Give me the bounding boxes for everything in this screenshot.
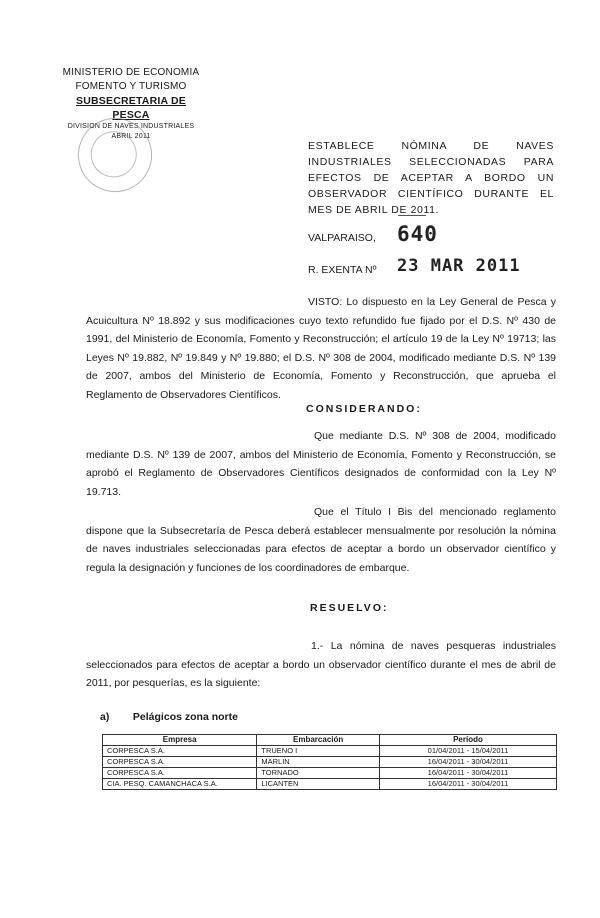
seal-inner-ring (85, 125, 143, 183)
division-name: DIVISION DE NAVES INDUSTRIALES (67, 123, 195, 130)
resuelvo-title: RESUELVO: (310, 602, 389, 614)
exenta-label: R. EXENTA Nº (308, 264, 377, 276)
table-row (103, 757, 557, 768)
cell-empresa: CORPESCA S.A. (103, 757, 257, 768)
table-row (103, 768, 557, 779)
header-embarcacion: Embarcación (257, 735, 380, 746)
number-dash (398, 215, 426, 216)
cell-periodo: 16/04/2011 - 30/04/2011 (379, 779, 556, 790)
cell-empresa: CIA. PESQ. CAMANCHACA S.A. (103, 779, 257, 790)
cell-empresa: CORPESCA S.A. (103, 746, 257, 757)
visto-paragraph: VISTO: Lo dispuesto en la Ley General de Pesca y Acuicultura Nº 18.892 y sus modificaciones cuyo texto refundido fue fijado por el D.S. Nº 430 de 1991, del Ministerio de Economía, Fomento y Reconstrucción; el artículo 19 de la Ley Nº 19713; las Leyes Nº 19.882, Nº 19.849 y Nº 19.880; el D.S. Nº 308 de 2004, modificado mediante D.S. Nº 139 de 2007, ambos del Ministerio de Economía, Fomento y Reconstrucción, que aprueba el Reglamento de Observadores Científicos. (86, 296, 556, 401)
ministry-subtitle: FOMENTO Y TURISMO (75, 81, 187, 92)
considerando-title: CONSIDERANDO: (306, 403, 422, 415)
cell-embarcacion: MARLIN (257, 757, 380, 768)
cell-periodo: 16/04/2011 - 30/04/2011 (379, 768, 556, 779)
place-label: VALPARAISO, (308, 232, 376, 244)
stamp-date-text: ABRIL 2011 (111, 133, 151, 140)
section-a-title: Pelágicos zona norte (132, 711, 238, 723)
considerando-paragraph-2: Que el Título I Bis del mencionado reglamento dispone que la Subsecretaría de Pesca deberá establecer mensualmente por resolución la nómina de naves industriales seleccionadas para efectos de aceptar a bordo un observador científico y regula la designación y funciones de los coordinadores de embarque. (86, 506, 556, 574)
header-periodo: Período (379, 735, 556, 746)
cell-embarcacion: TORNADO (257, 768, 380, 779)
cell-embarcacion: LICANTEN (257, 779, 380, 790)
vessel-table (102, 734, 557, 790)
subsecretaria-name: SUBSECRETARIA DE PESCA (76, 95, 186, 121)
resolution-heading: ESTABLECE NÓMINA DE NAVES INDUSTRIALES SELECCIONADAS PARA EFECTOS DE ACEPTAR A BORDO UN OBSERVADOR CIENTÍFICO DURANTE EL MES DE ABRIL DE 2011. (308, 140, 554, 216)
section-a-letter: a) (100, 711, 110, 723)
section-a-heading (100, 711, 238, 723)
cell-periodo: 01/04/2011 - 15/04/2011 (379, 746, 556, 757)
considerando-paragraph-1: Que mediante D.S. Nº 308 de 2004, modificado mediante D.S. Nº 139 de 2007, ambos del Ministerio de Economía, Fomento y Reconstrucción, se aprobó el Reglamento de Observadores Científicos designados de conformidad con la Ley Nº 19.713. (86, 430, 556, 498)
resolution-number: 640 (397, 222, 438, 246)
table-row (103, 746, 557, 757)
resuelvo-paragraph-1: 1.- La nómina de naves pesqueras industriales seleccionados para efectos de aceptar a bordo un observador científico durante el mes de abril de 2011, por pesquerías, es la siguiente: (86, 640, 556, 689)
cell-embarcacion: TRUENO I (257, 746, 380, 757)
table-header-row (103, 735, 557, 746)
header-empresa: Empresa (103, 735, 257, 746)
cell-empresa: CORPESCA S.A. (103, 768, 257, 779)
cell-periodo: 16/04/2011 - 30/04/2011 (379, 757, 556, 768)
table-row (103, 779, 557, 790)
ministry-name: MINISTERIO DE ECONOMIA (62, 67, 200, 78)
resolution-date: 23 MAR 2011 (397, 256, 521, 276)
